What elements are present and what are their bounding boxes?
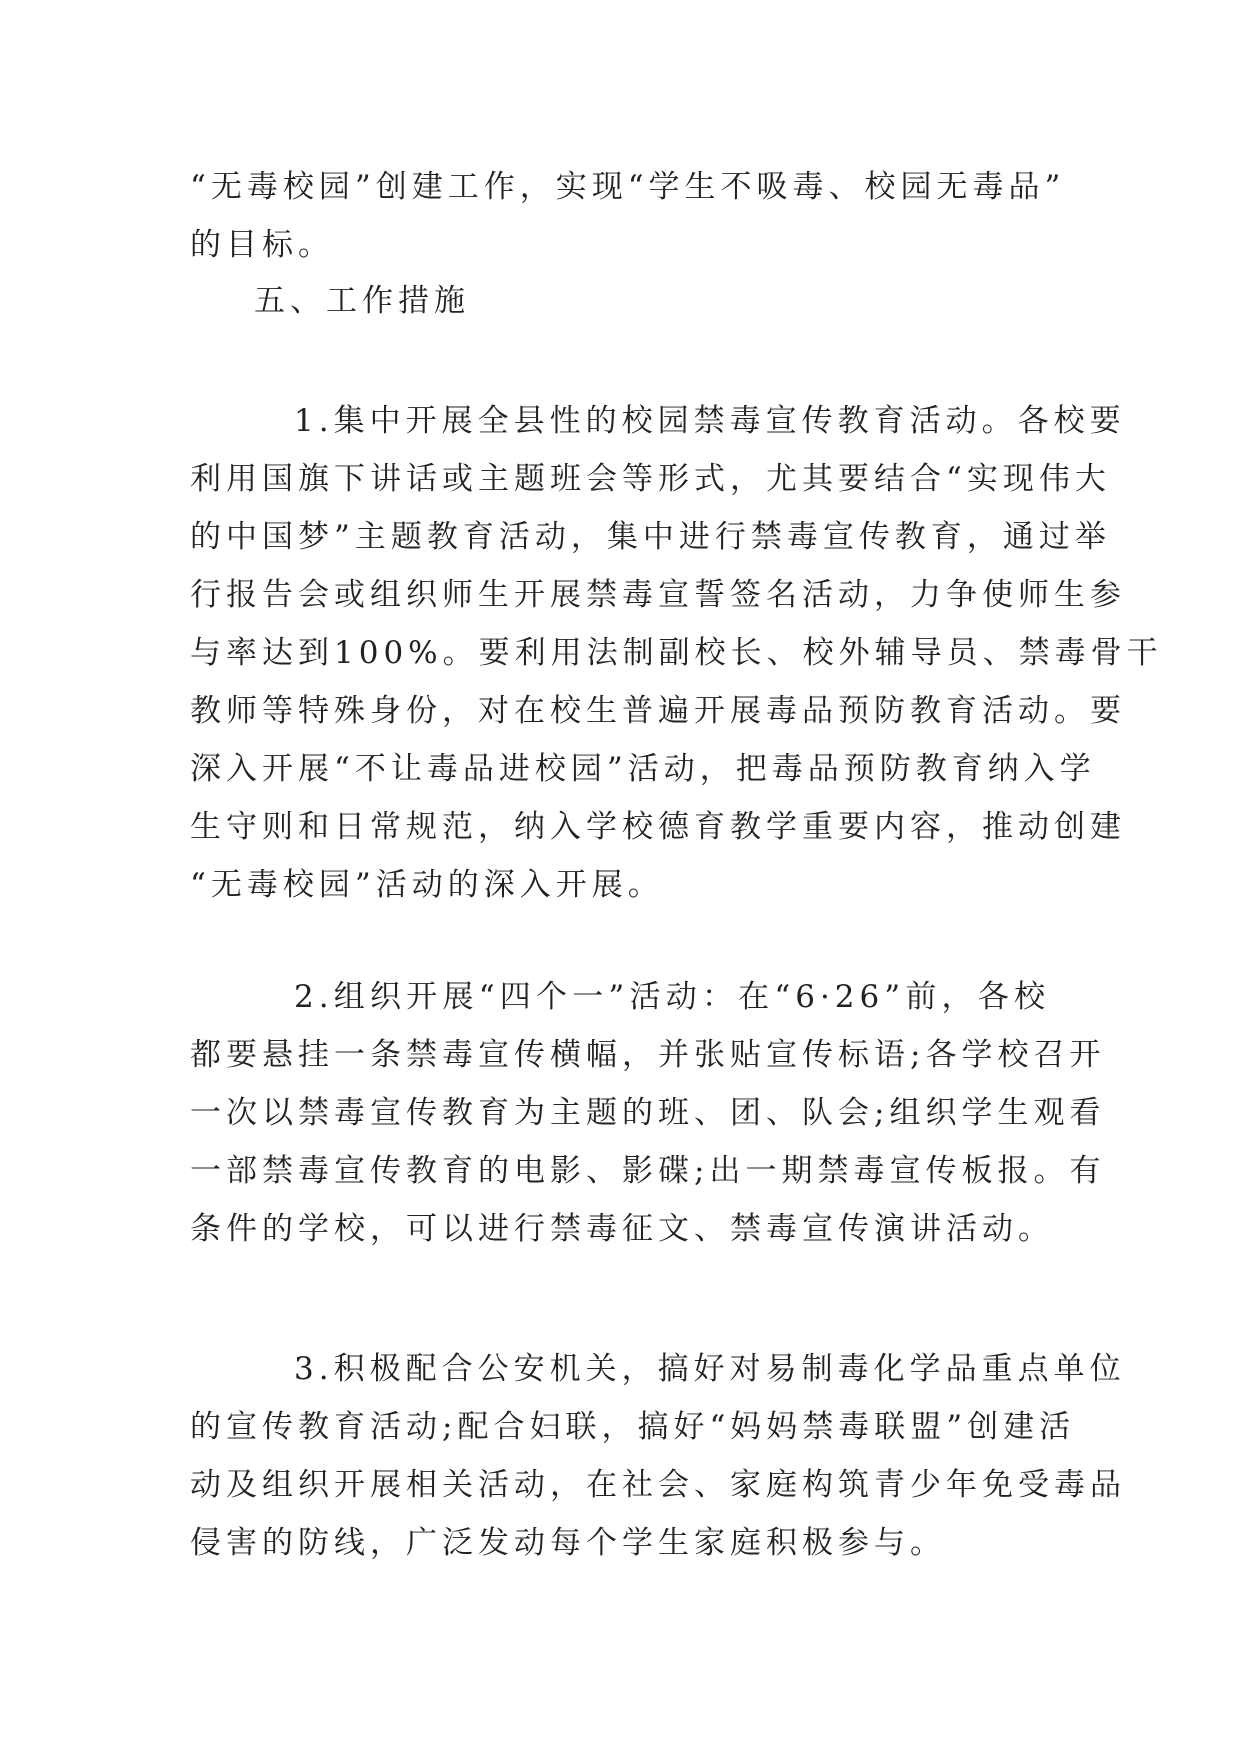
paragraph-line: 1.集中开展全县性的校园禁毒宣传教育活动。各校要: [294, 403, 1126, 439]
paragraph-line: 一次以禁毒宣传教育为主题的班、团、队会;组织学生观看: [190, 1095, 1106, 1131]
paragraph-line: 生守则和日常规范，纳入学校德育教学重要内容，推动创建: [190, 809, 1126, 845]
measure-paragraph-1: [190, 392, 1163, 914]
intro-line: “无毒校园”创建工作，实现“学生不吸毒、校园无毒品”: [190, 169, 1066, 205]
intro-paragraph: [190, 158, 1066, 274]
paragraph-line: 2.组织开展“四个一”活动：在“6·26”前，各校: [294, 979, 1050, 1015]
measure-paragraph-3: [190, 1340, 1126, 1572]
section-heading-text: 五、工作措施: [254, 283, 470, 319]
measure-paragraph-2: [190, 968, 1106, 1258]
paragraph-line: 行报告会或组织师生开展禁毒宣誓签名活动，力争使师生参: [190, 577, 1126, 613]
paragraph-line: 深入开展“不让毒品进校园”活动，把毒品预防教育纳入学: [190, 751, 1096, 787]
paragraph-line: 教师等特殊身份，对在校生普遍开展毒品预防教育活动。要: [190, 693, 1126, 729]
paragraph-line: 3.积极配合公安机关，搞好对易制毒化学品重点单位: [294, 1351, 1126, 1387]
paragraph-line: 都要悬挂一条禁毒宣传横幅，并张贴宣传标语;各学校召开: [190, 1037, 1106, 1073]
paragraph-line: 一部禁毒宣传教育的电影、影碟;出一期禁毒宣传板报。有: [190, 1153, 1106, 1189]
paragraph-line: “无毒校园”活动的深入开展。: [190, 867, 664, 903]
paragraph-line: 条件的学校，可以进行禁毒征文、禁毒宣传演讲活动。: [190, 1211, 1054, 1247]
paragraph-line: 的宣传教育活动;配合妇联，搞好“妈妈禁毒联盟”创建活: [190, 1409, 1076, 1445]
paragraph-line: 与率达到100%。要利用法制副校长、校外辅导员、禁毒骨干: [190, 635, 1163, 671]
paragraph-line: 的中国梦”主题教育活动，集中进行禁毒宣传教育，通过举: [190, 519, 1111, 555]
section-heading: [190, 272, 1050, 330]
intro-line: 的目标。: [190, 227, 334, 263]
paragraph-line: 动及组织开展相关活动，在社会、家庭构筑青少年免受毒品: [190, 1467, 1126, 1503]
paragraph-line: 利用国旗下讲话或主题班会等形式，尤其要结合“实现伟大: [190, 461, 1111, 497]
paragraph-line: 侵害的防线，广泛发动每个学生家庭积极参与。: [190, 1525, 946, 1561]
